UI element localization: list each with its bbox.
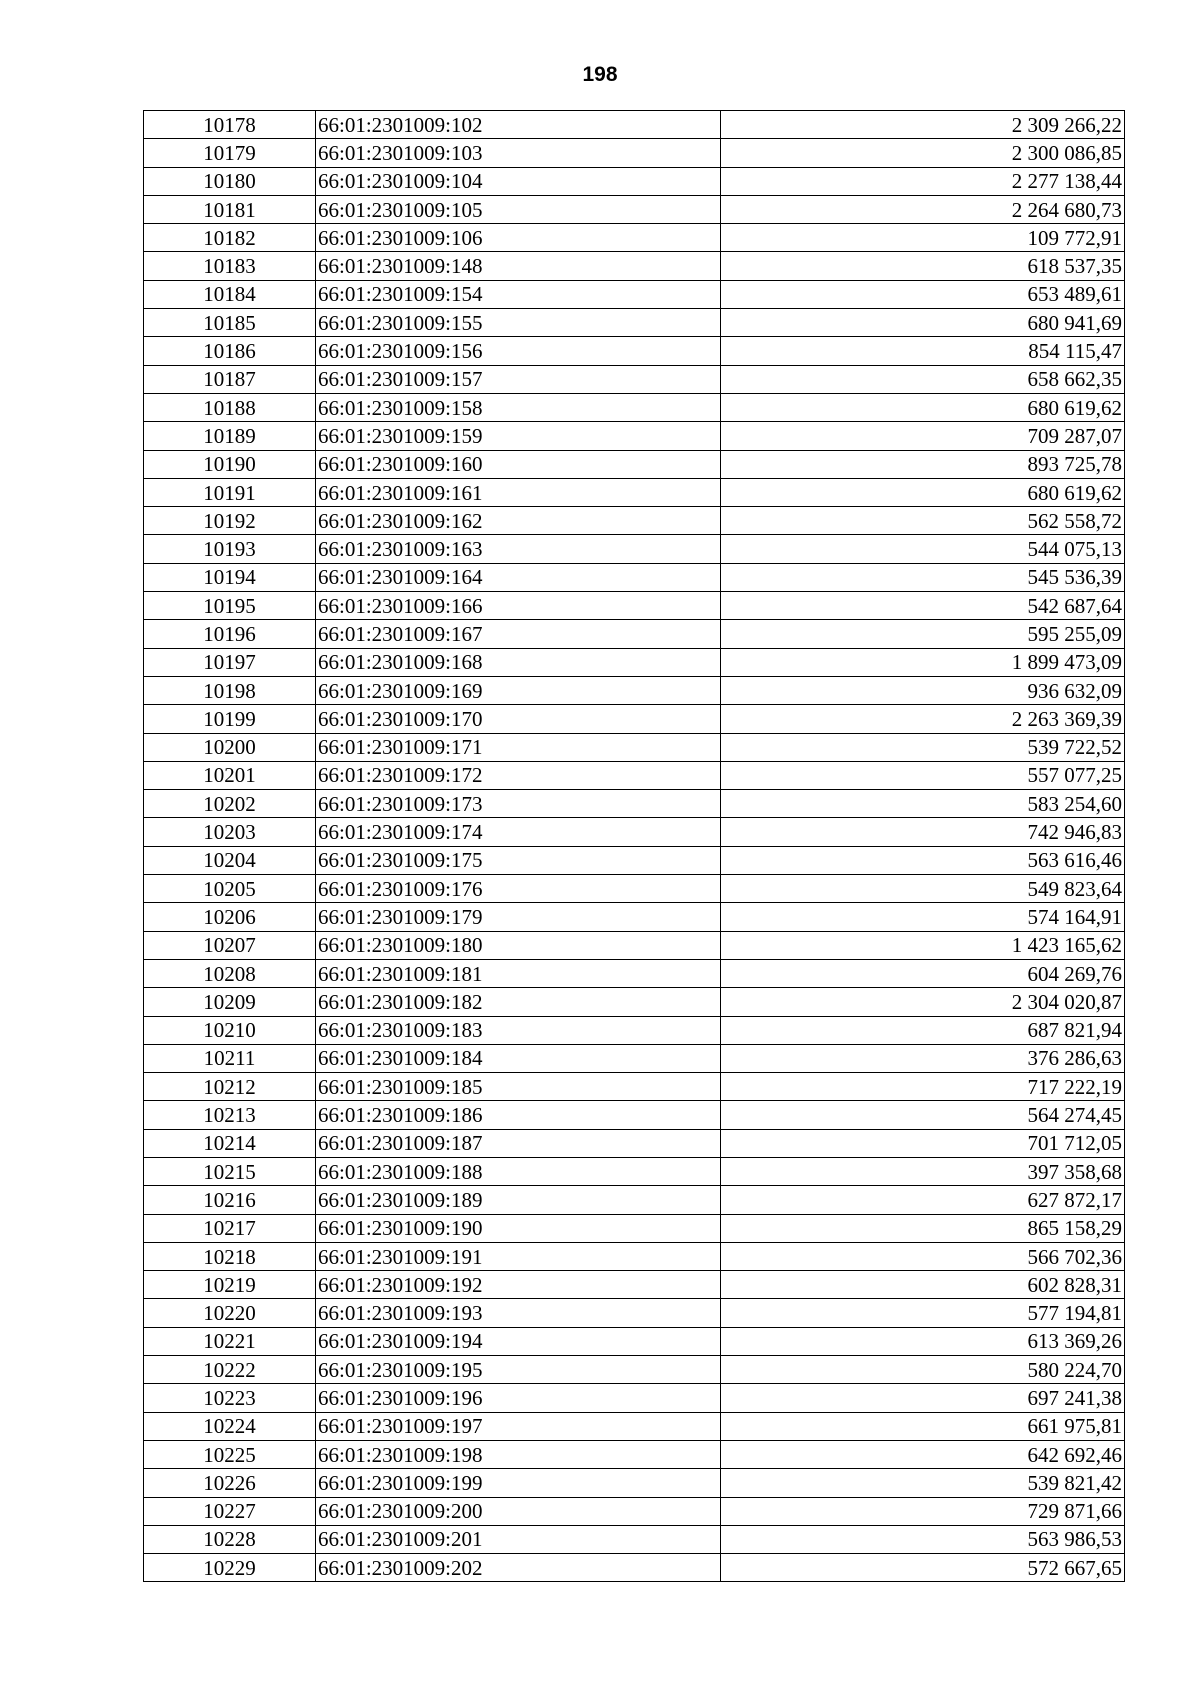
cadastral-value-cell: 563 986,53 [721, 1525, 1125, 1553]
table-row [144, 507, 1125, 535]
table-row [144, 1412, 1125, 1440]
table-row [144, 705, 1125, 733]
cadastral-number-cell: 66:01:2301009:160 [316, 450, 721, 478]
cadastral-value-cell: 562 558,72 [721, 507, 1125, 535]
table-row [144, 337, 1125, 365]
table-row [144, 1016, 1125, 1044]
cadastral-value-cell: 1 423 165,62 [721, 931, 1125, 959]
row-number-cell: 10208 [144, 959, 316, 987]
cadastral-value-cell: 680 619,62 [721, 478, 1125, 506]
table-row [144, 1101, 1125, 1129]
table-row [144, 1356, 1125, 1384]
table-row [144, 846, 1125, 874]
table-row [144, 450, 1125, 478]
cadastral-value-cell: 893 725,78 [721, 450, 1125, 478]
table-row [144, 875, 1125, 903]
table-row [144, 1271, 1125, 1299]
cadastral-number-cell: 66:01:2301009:154 [316, 280, 721, 308]
cadastral-number-cell: 66:01:2301009:103 [316, 139, 721, 167]
cadastral-value-cell: 854 115,47 [721, 337, 1125, 365]
cadastral-value-cell: 2 309 266,22 [721, 111, 1125, 139]
table-row [144, 1214, 1125, 1242]
row-number-cell: 10184 [144, 280, 316, 308]
table-row [144, 309, 1125, 337]
table-row [144, 139, 1125, 167]
table-row [144, 931, 1125, 959]
row-number-cell: 10194 [144, 563, 316, 591]
cadastral-value-cell: 539 722,52 [721, 733, 1125, 761]
cadastral-value-cell: 627 872,17 [721, 1186, 1125, 1214]
row-number-cell: 10181 [144, 195, 316, 223]
cadastral-number-cell: 66:01:2301009:188 [316, 1157, 721, 1185]
row-number-cell: 10198 [144, 676, 316, 704]
cadastral-value-cell: 618 537,35 [721, 252, 1125, 280]
cadastral-number-cell: 66:01:2301009:173 [316, 790, 721, 818]
cadastral-value-cell: 2 263 369,39 [721, 705, 1125, 733]
row-number-cell: 10206 [144, 903, 316, 931]
cadastral-number-cell: 66:01:2301009:167 [316, 620, 721, 648]
cadastral-number-cell: 66:01:2301009:192 [316, 1271, 721, 1299]
row-number-cell: 10215 [144, 1157, 316, 1185]
cadastral-number-cell: 66:01:2301009:185 [316, 1073, 721, 1101]
cadastral-number-cell: 66:01:2301009:161 [316, 478, 721, 506]
cadastral-number-cell: 66:01:2301009:200 [316, 1497, 721, 1525]
cadastral-number-cell: 66:01:2301009:202 [316, 1554, 721, 1582]
cadastral-number-cell: 66:01:2301009:102 [316, 111, 721, 139]
cadastral-value-cell: 577 194,81 [721, 1299, 1125, 1327]
cadastral-value-cell: 572 667,65 [721, 1554, 1125, 1582]
cadastral-value-cell: 566 702,36 [721, 1242, 1125, 1270]
cadastral-value-cell: 661 975,81 [721, 1412, 1125, 1440]
row-number-cell: 10189 [144, 422, 316, 450]
cadastral-value-cell: 613 369,26 [721, 1327, 1125, 1355]
table-row [144, 761, 1125, 789]
table-row [144, 1440, 1125, 1468]
table-row [144, 1073, 1125, 1101]
cadastral-value-cell: 709 287,07 [721, 422, 1125, 450]
cadastral-number-cell: 66:01:2301009:174 [316, 818, 721, 846]
cadastral-number-cell: 66:01:2301009:180 [316, 931, 721, 959]
row-number-cell: 10213 [144, 1101, 316, 1129]
table-row [144, 1044, 1125, 1072]
table-row [144, 1129, 1125, 1157]
row-number-cell: 10197 [144, 648, 316, 676]
cadastral-number-cell: 66:01:2301009:196 [316, 1384, 721, 1412]
table-row [144, 959, 1125, 987]
table-row [144, 478, 1125, 506]
row-number-cell: 10200 [144, 733, 316, 761]
row-number-cell: 10212 [144, 1073, 316, 1101]
cadastral-number-cell: 66:01:2301009:158 [316, 393, 721, 421]
cadastral-value-cell: 583 254,60 [721, 790, 1125, 818]
cadastral-number-cell: 66:01:2301009:175 [316, 846, 721, 874]
cadastral-value-cell: 549 823,64 [721, 875, 1125, 903]
table-row [144, 1384, 1125, 1412]
cadastral-value-cell: 729 871,66 [721, 1497, 1125, 1525]
table-row [144, 167, 1125, 195]
row-number-cell: 10199 [144, 705, 316, 733]
cadastral-value-cell: 680 619,62 [721, 393, 1125, 421]
table-body [144, 111, 1125, 1582]
row-number-cell: 10186 [144, 337, 316, 365]
cadastral-number-cell: 66:01:2301009:193 [316, 1299, 721, 1327]
row-number-cell: 10216 [144, 1186, 316, 1214]
row-number-cell: 10211 [144, 1044, 316, 1072]
cadastral-number-cell: 66:01:2301009:179 [316, 903, 721, 931]
cadastral-number-cell: 66:01:2301009:164 [316, 563, 721, 591]
cadastral-value-cell: 2 300 086,85 [721, 139, 1125, 167]
cadastral-value-cell: 602 828,31 [721, 1271, 1125, 1299]
cadastral-value-cell: 604 269,76 [721, 959, 1125, 987]
table-row [144, 1469, 1125, 1497]
row-number-cell: 10203 [144, 818, 316, 846]
row-number-cell: 10225 [144, 1440, 316, 1468]
cadastral-value-cell: 2 264 680,73 [721, 195, 1125, 223]
cadastral-number-cell: 66:01:2301009:191 [316, 1242, 721, 1270]
cadastral-value-cell: 2 304 020,87 [721, 988, 1125, 1016]
cadastral-value-cell: 563 616,46 [721, 846, 1125, 874]
row-number-cell: 10185 [144, 309, 316, 337]
cadastral-number-cell: 66:01:2301009:197 [316, 1412, 721, 1440]
row-number-cell: 10202 [144, 790, 316, 818]
cadastral-value-cell: 1 899 473,09 [721, 648, 1125, 676]
table-row [144, 988, 1125, 1016]
cadastral-number-cell: 66:01:2301009:157 [316, 365, 721, 393]
cadastral-value-cell: 642 692,46 [721, 1440, 1125, 1468]
row-number-cell: 10228 [144, 1525, 316, 1553]
cadastral-value-cell: 545 536,39 [721, 563, 1125, 591]
table-row [144, 790, 1125, 818]
row-number-cell: 10229 [144, 1554, 316, 1582]
row-number-cell: 10226 [144, 1469, 316, 1497]
cadastral-value-cell: 397 358,68 [721, 1157, 1125, 1185]
cadastral-number-cell: 66:01:2301009:176 [316, 875, 721, 903]
cadastral-value-cell: 539 821,42 [721, 1469, 1125, 1497]
cadastral-value-cell: 687 821,94 [721, 1016, 1125, 1044]
row-number-cell: 10180 [144, 167, 316, 195]
cadastral-number-cell: 66:01:2301009:104 [316, 167, 721, 195]
cadastral-value-cell: 544 075,13 [721, 535, 1125, 563]
row-number-cell: 10223 [144, 1384, 316, 1412]
row-number-cell: 10188 [144, 393, 316, 421]
row-number-cell: 10221 [144, 1327, 316, 1355]
cadastral-number-cell: 66:01:2301009:198 [316, 1440, 721, 1468]
table-row [144, 535, 1125, 563]
row-number-cell: 10220 [144, 1299, 316, 1327]
cadastral-number-cell: 66:01:2301009:182 [316, 988, 721, 1016]
row-number-cell: 10210 [144, 1016, 316, 1044]
cadastral-number-cell: 66:01:2301009:195 [316, 1356, 721, 1384]
cadastral-number-cell: 66:01:2301009:166 [316, 592, 721, 620]
cadastral-number-cell: 66:01:2301009:156 [316, 337, 721, 365]
table-row [144, 280, 1125, 308]
table-row [144, 903, 1125, 931]
table-row [144, 224, 1125, 252]
cadastral-value-cell: 653 489,61 [721, 280, 1125, 308]
cadastral-number-cell: 66:01:2301009:148 [316, 252, 721, 280]
table-row [144, 620, 1125, 648]
cadastral-value-cell: 580 224,70 [721, 1356, 1125, 1384]
cadastral-number-cell: 66:01:2301009:162 [316, 507, 721, 535]
table-row [144, 648, 1125, 676]
row-number-cell: 10227 [144, 1497, 316, 1525]
table-row [144, 592, 1125, 620]
cadastral-value-cell: 542 687,64 [721, 592, 1125, 620]
row-number-cell: 10190 [144, 450, 316, 478]
cadastral-value-cell: 658 662,35 [721, 365, 1125, 393]
cadastral-value-cell: 865 158,29 [721, 1214, 1125, 1242]
row-number-cell: 10178 [144, 111, 316, 139]
cadastral-number-cell: 66:01:2301009:172 [316, 761, 721, 789]
table-row [144, 1242, 1125, 1270]
row-number-cell: 10187 [144, 365, 316, 393]
row-number-cell: 10196 [144, 620, 316, 648]
cadastral-value-cell: 2 277 138,44 [721, 167, 1125, 195]
table-row [144, 563, 1125, 591]
cadastral-number-cell: 66:01:2301009:105 [316, 195, 721, 223]
table-row [144, 818, 1125, 846]
cadastral-value-cell: 717 222,19 [721, 1073, 1125, 1101]
row-number-cell: 10195 [144, 592, 316, 620]
row-number-cell: 10204 [144, 846, 316, 874]
table-row [144, 1299, 1125, 1327]
row-number-cell: 10224 [144, 1412, 316, 1440]
table-row [144, 1186, 1125, 1214]
row-number-cell: 10217 [144, 1214, 316, 1242]
cadastral-number-cell: 66:01:2301009:169 [316, 676, 721, 704]
cadastral-number-cell: 66:01:2301009:168 [316, 648, 721, 676]
cadastral-value-cell: 697 241,38 [721, 1384, 1125, 1412]
cadastral-number-cell: 66:01:2301009:186 [316, 1101, 721, 1129]
table-row [144, 1157, 1125, 1185]
cadastral-value-cell: 936 632,09 [721, 676, 1125, 704]
table-row [144, 1554, 1125, 1582]
row-number-cell: 10179 [144, 139, 316, 167]
table-row [144, 422, 1125, 450]
row-number-cell: 10201 [144, 761, 316, 789]
cadastral-value-cell: 557 077,25 [721, 761, 1125, 789]
row-number-cell: 10219 [144, 1271, 316, 1299]
cadastral-number-cell: 66:01:2301009:181 [316, 959, 721, 987]
table-row [144, 1525, 1125, 1553]
row-number-cell: 10183 [144, 252, 316, 280]
row-number-cell: 10193 [144, 535, 316, 563]
cadastral-number-cell: 66:01:2301009:184 [316, 1044, 721, 1072]
cadastral-value-cell: 701 712,05 [721, 1129, 1125, 1157]
cadastral-value-cell: 742 946,83 [721, 818, 1125, 846]
row-number-cell: 10192 [144, 507, 316, 535]
row-number-cell: 10214 [144, 1129, 316, 1157]
row-number-cell: 10218 [144, 1242, 316, 1270]
table-row [144, 1327, 1125, 1355]
table-row [144, 733, 1125, 761]
table-row [144, 1497, 1125, 1525]
cadastral-number-cell: 66:01:2301009:171 [316, 733, 721, 761]
row-number-cell: 10222 [144, 1356, 316, 1384]
row-number-cell: 10209 [144, 988, 316, 1016]
table-row [144, 393, 1125, 421]
cadastral-value-cell: 574 164,91 [721, 903, 1125, 931]
row-number-cell: 10205 [144, 875, 316, 903]
cadastral-number-cell: 66:01:2301009:155 [316, 309, 721, 337]
cadastral-number-cell: 66:01:2301009:170 [316, 705, 721, 733]
cadastral-value-cell: 564 274,45 [721, 1101, 1125, 1129]
table-row [144, 195, 1125, 223]
cadastral-value-cell: 595 255,09 [721, 620, 1125, 648]
cadastral-number-cell: 66:01:2301009:106 [316, 224, 721, 252]
row-number-cell: 10182 [144, 224, 316, 252]
row-number-cell: 10207 [144, 931, 316, 959]
row-number-cell: 10191 [144, 478, 316, 506]
table-row [144, 252, 1125, 280]
cadastral-number-cell: 66:01:2301009:187 [316, 1129, 721, 1157]
cadastral-number-cell: 66:01:2301009:163 [316, 535, 721, 563]
cadastral-number-cell: 66:01:2301009:190 [316, 1214, 721, 1242]
cadastral-value-table [143, 110, 1125, 1582]
page-number: 198 [582, 63, 618, 86]
cadastral-number-cell: 66:01:2301009:194 [316, 1327, 721, 1355]
cadastral-value-cell: 376 286,63 [721, 1044, 1125, 1072]
cadastral-number-cell: 66:01:2301009:199 [316, 1469, 721, 1497]
table-row [144, 676, 1125, 704]
table-row [144, 111, 1125, 139]
cadastral-value-cell: 680 941,69 [721, 309, 1125, 337]
cadastral-number-cell: 66:01:2301009:189 [316, 1186, 721, 1214]
cadastral-value-cell: 109 772,91 [721, 224, 1125, 252]
cadastral-number-cell: 66:01:2301009:159 [316, 422, 721, 450]
table-row [144, 365, 1125, 393]
cadastral-number-cell: 66:01:2301009:201 [316, 1525, 721, 1553]
cadastral-number-cell: 66:01:2301009:183 [316, 1016, 721, 1044]
